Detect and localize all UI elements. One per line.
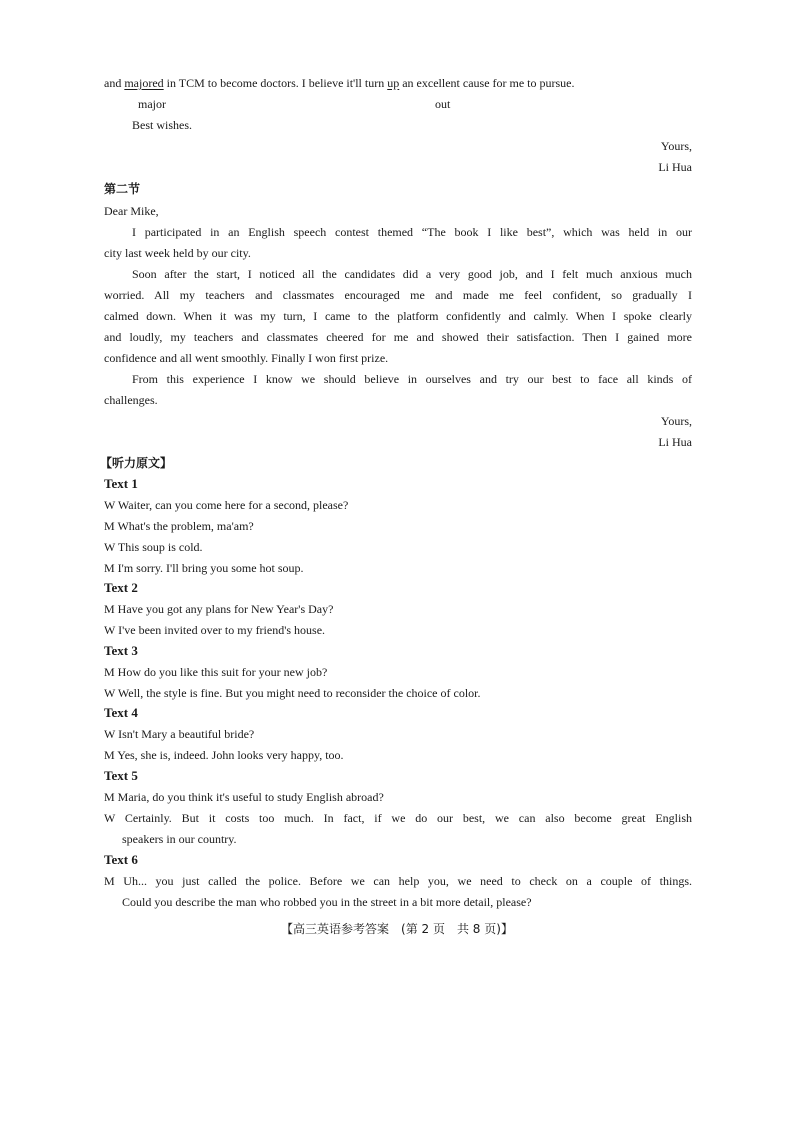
dialogue-line: M Have you got any plans for New Year's Day? [104, 602, 334, 616]
text-run: in TCM to become doctors. I believe it'll turn [163, 76, 388, 90]
dialogue-line-continued: Could you describe the man who robbed you in the street in a bit more detail, please? [122, 895, 532, 909]
section2-p2-line3: calmed down. When it was my turn, I came to the platform confidently and calmly. When I spoke clearly [104, 309, 692, 323]
section2-p3-line1: From this experience I know we should believe in ourselves and try our best to face all kinds of [132, 372, 692, 386]
dialogue-line: W Waiter, can you come here for a second, please? [104, 498, 349, 512]
letter1-line [104, 75, 575, 91]
letter1-closing: Best wishes. [132, 118, 192, 132]
section2-p1-line1: I participated in an English speech contest themed “The book I like best”, which was held in our [132, 225, 692, 239]
dialogue-line-continued: speakers in our country. [122, 832, 237, 846]
listening-heading: 【听力原文】 [100, 456, 173, 470]
text-4-title: Text 4 [104, 705, 138, 720]
text-5-title: Text 5 [104, 768, 138, 783]
dialogue-line: M Uh... you just called the police. Before we can help you, we need to check on a couple of things. [104, 874, 692, 888]
correction-major: major [138, 97, 166, 111]
section2-p2-line4: and loudly, my teachers and classmates cheered for me and showed their satisfaction. Then I gained more [104, 330, 692, 344]
error-word-up: up [387, 76, 400, 90]
section2-heading: 第二节 [104, 182, 141, 196]
section2-greeting: Dear Mike, [104, 204, 159, 218]
dialogue-line: W I've been invited over to my friend's house. [104, 623, 326, 637]
correction-out: out [435, 97, 451, 111]
text-run: and [104, 76, 125, 90]
letter1-sign-yours: Yours, [660, 139, 692, 153]
error-word-majored: majored [124, 76, 164, 90]
text-1-title: Text 1 [104, 476, 138, 491]
section2-sign-name: Li Hua [658, 435, 692, 449]
section2-p2-line1: Soon after the start, I noticed all the candidates did a very good job, and I felt much anxious much [132, 267, 692, 281]
dialogue-line: W This soup is cold. [104, 540, 203, 554]
letter1-sign-name: Li Hua [658, 160, 692, 174]
section2-p1-line2: city last week held by our city. [104, 246, 251, 260]
section2-p2-line2: worried. All my teachers and classmates encouraged me and made me feel confident, so gradually I [104, 288, 692, 302]
section2-sign-yours: Yours, [660, 414, 692, 428]
section2-p3-line2: challenges. [104, 393, 158, 407]
dialogue-line: M How do you like this suit for your new job? [104, 665, 328, 679]
dialogue-line: M Yes, she is, indeed. John looks very happy, too. [104, 748, 344, 762]
text-3-title: Text 3 [104, 643, 138, 658]
section2-p2-line5: confidence and all went smoothly. Finally I won first prize. [104, 351, 389, 365]
text-run: an excellent cause for me to pursue. [399, 76, 575, 90]
dialogue-line: M What's the problem, ma'am? [104, 519, 254, 533]
text-6-title: Text 6 [104, 852, 138, 867]
dialogue-line: M Maria, do you think it's useful to study English abroad? [104, 790, 384, 804]
dialogue-line: W Well, the style is fine. But you might need to reconsider the choice of color. [104, 686, 481, 700]
dialogue-line: M I'm sorry. I'll bring you some hot soup. [104, 561, 304, 575]
dialogue-line: W Certainly. But it costs too much. In fact, if we do our best, we can also become great English [104, 811, 692, 825]
page-footer: 【高三英语参考答案 (第 2 页 共 8 页)】 [281, 922, 513, 936]
text-2-title: Text 2 [104, 580, 138, 595]
dialogue-line: W Isn't Mary a beautiful bride? [104, 727, 255, 741]
